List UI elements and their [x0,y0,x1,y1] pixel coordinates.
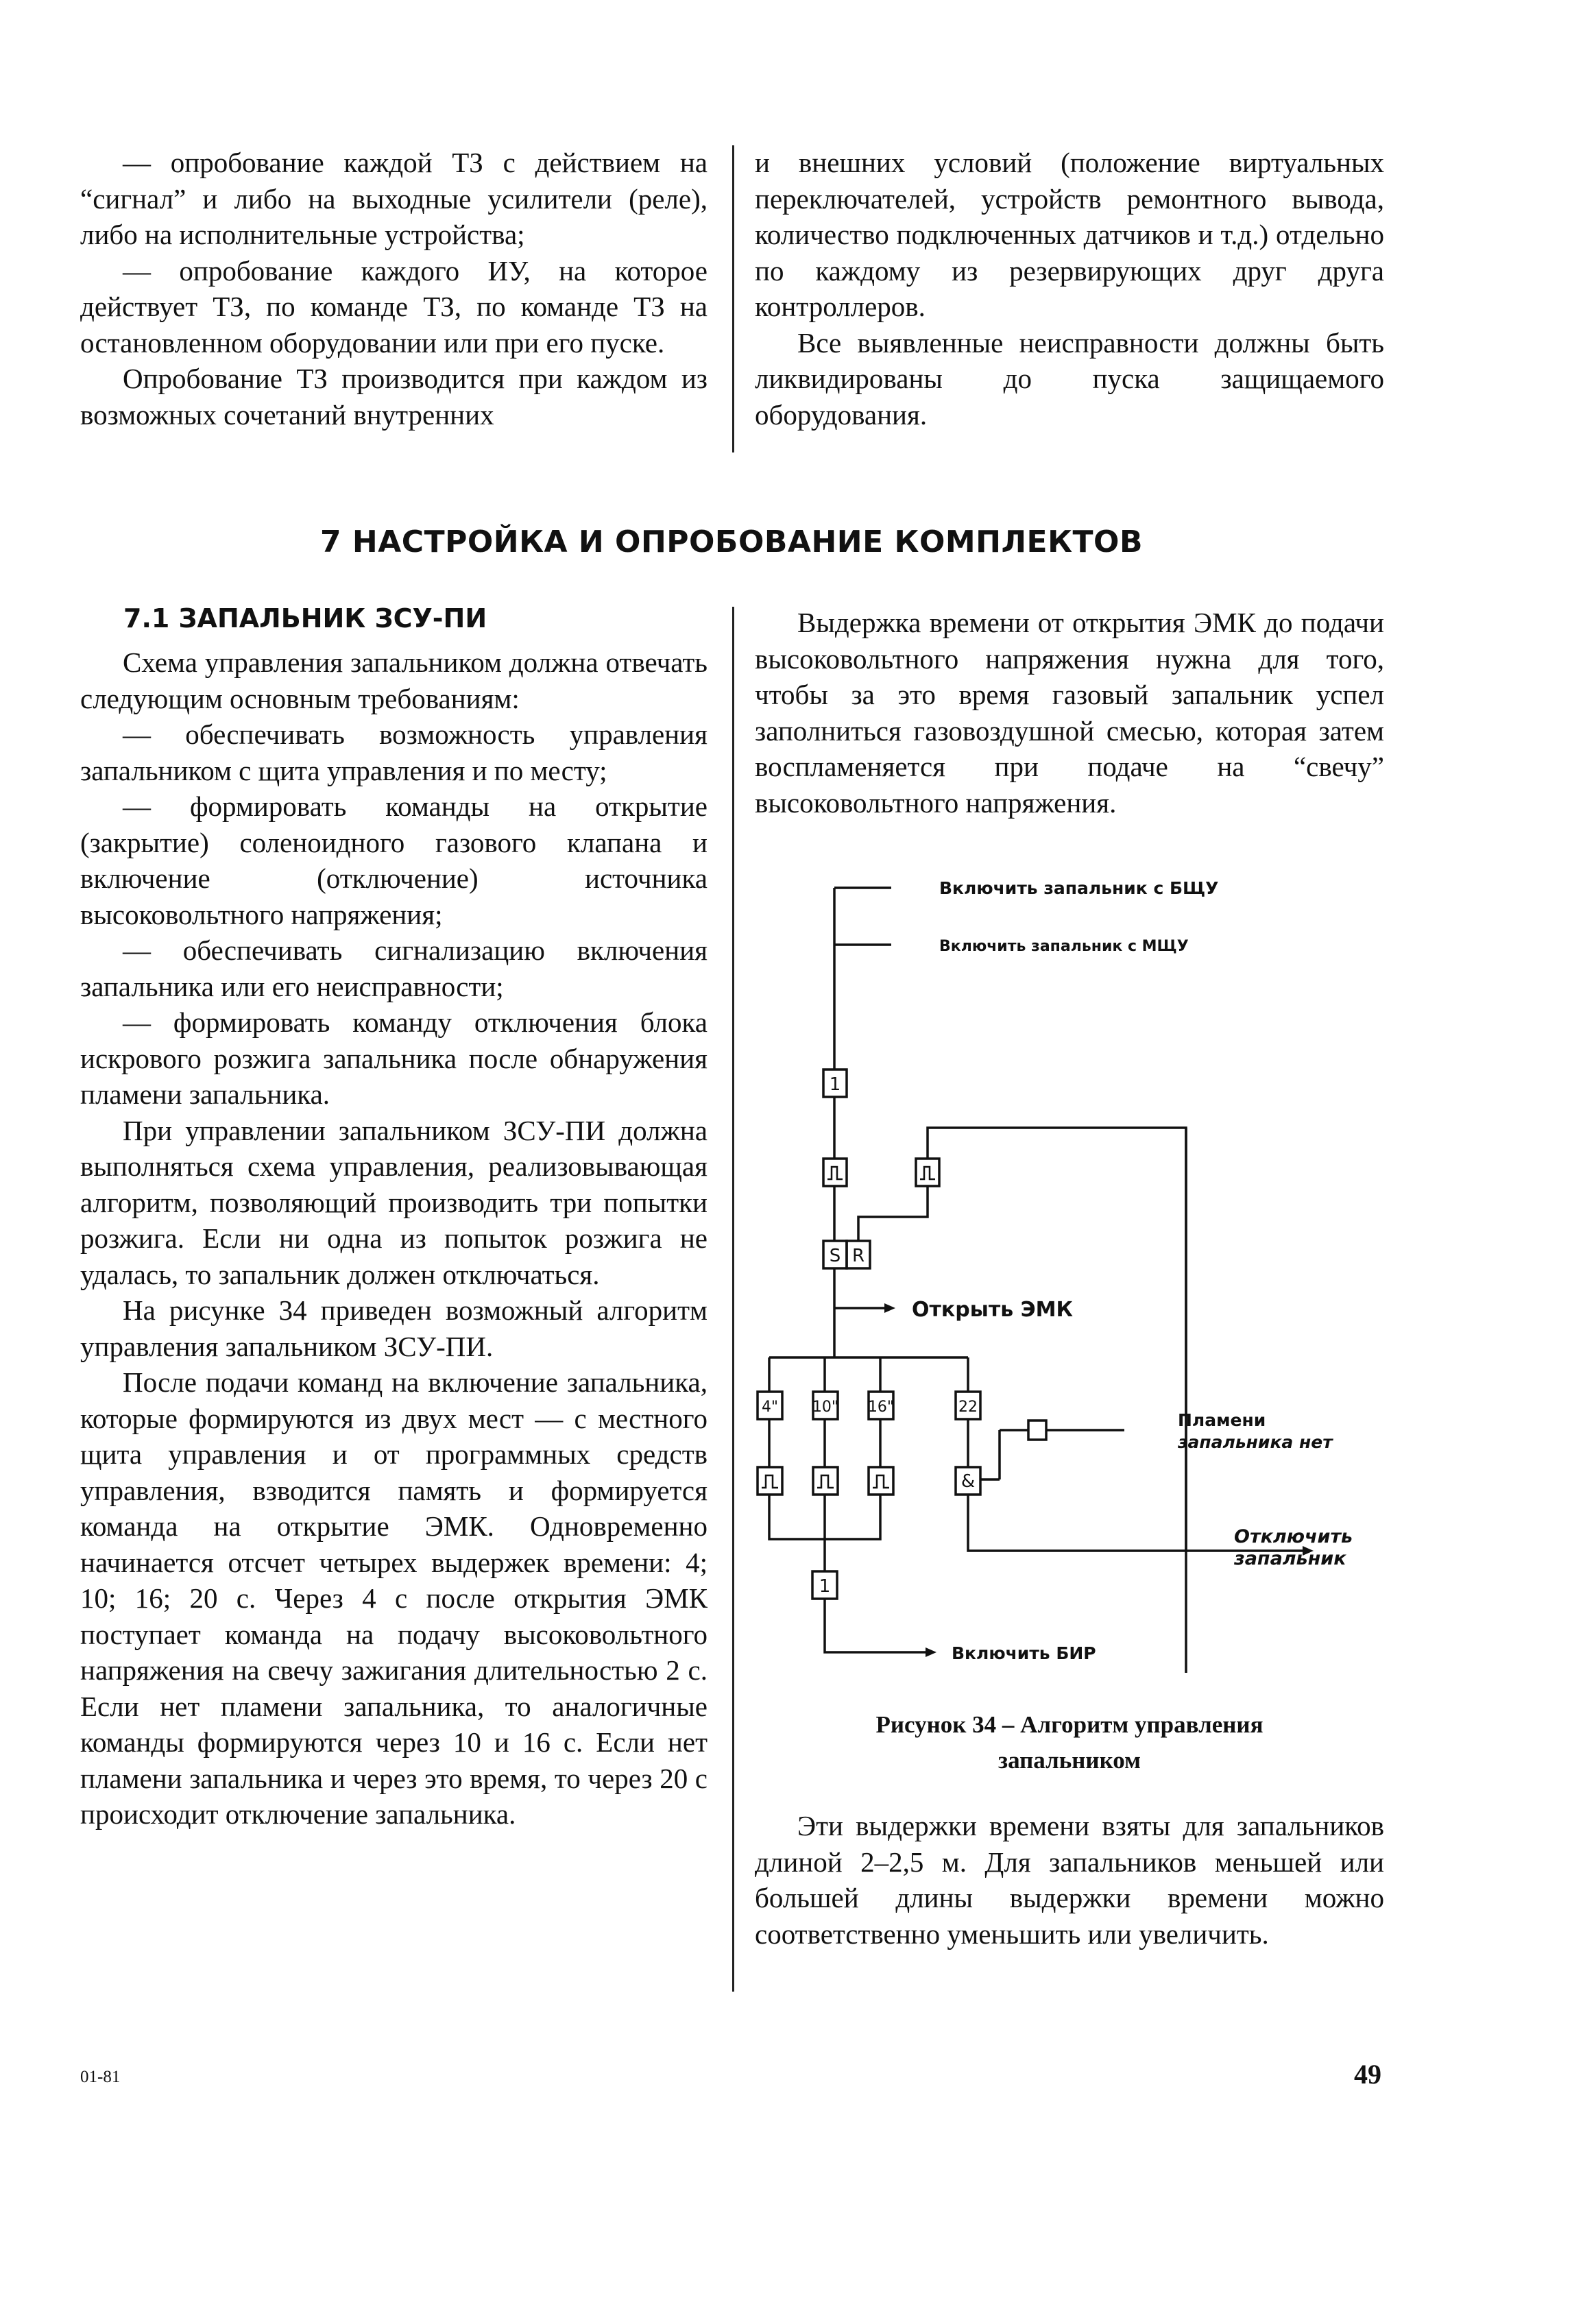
paragraph: Выдержка времени от открытия ЭМК до подачи высоковольтного напряжения нужна для того, чтобы за это время газовый запальник успел заполниться газовоздушной смесью, которая затем воспламеняется при подаче на “свечу” высоковольтного напряжения. [755,607,1384,819]
paragraph: — опробование каждой ТЗ с действием на “сигнал” и либо на выходные усилители (реле), либо на исполнительные устройства; [80,147,708,250]
flame-label-2: запальника нет [1178,1432,1333,1452]
column-divider [732,607,734,1992]
pulse-block [869,1467,893,1495]
flame-label-1: Пламени [1178,1410,1266,1430]
inverter-block [1028,1421,1046,1440]
figure-caption [755,1707,1384,1778]
paragraph: На рисунке 34 приведен возможный алгоритм управления запальником ЗСУ-ПИ. [80,1294,708,1362]
pulse-block [758,1467,782,1495]
paragraph: — обеспечивать возможность управления запальником с щита управления и по месту; [80,718,708,786]
subsection-title: 7.1 ЗАПАЛЬНИК ЗСУ-ПИ [123,603,487,633]
or-block-label: 1 [819,1576,831,1597]
off-label-2: запальник [1234,1548,1346,1569]
paragraph: — обеспечивать сигнализацию включения запальника или его неисправности; [80,934,708,1002]
timer-label: 22 [958,1399,978,1416]
and-label: & [960,1471,976,1492]
paragraph: Опробование ТЗ производится при каждом из возможных сочетаний внутренних [80,363,708,431]
top-right-column [755,145,1384,433]
timer-label: 4" [761,1399,779,1416]
paragraph: — формировать команды на открытие (закрытие) соленоидного газового клапана и включение (отключение) источника высоковольтного напряжения; [80,790,708,930]
section-title: 7 НАСТРОЙКА И ОПРОБОВАНИЕ КОМПЛЕКТОВ [319,524,1143,559]
paragraph: Схема управления запальником должна отвечать следующим основным требованиям: [80,647,708,714]
paragraph: — формировать команду отключения блока искрового розжига запальника после обнаружения пламени запальника. [80,1006,708,1110]
timer-label: 16" [867,1399,895,1416]
off-label-1: Отключить [1234,1526,1353,1547]
open-valve-label: Открыть ЭМК [912,1298,1074,1322]
caption-line: Рисунок 34 – Алгоритм управления [875,1711,1264,1738]
right-column-bottom [755,1808,1384,1952]
or-block-label: 1 [829,1074,841,1095]
s-label: S [829,1246,841,1266]
r-label: R [851,1246,865,1266]
page-number: 49 [1354,2059,1381,2090]
top-left-column [80,145,708,433]
input-label-mshu: Включить запальник с МЩУ [939,938,1189,955]
column-divider [732,145,734,452]
paragraph: — опробование каждого ИУ, на которое действует ТЗ, по команде ТЗ, по команде ТЗ на остановленном оборудовании или при его пуске. [80,254,708,359]
paragraph: При управлении запальником ЗСУ-ПИ должна выполняться схема управления, реализовывающая алгоритм, позволяющий производить три попытки розжига. Если ни одна из попыток розжига не удалась, то запальник должен отключаться. [80,1114,708,1290]
left-column [80,644,708,1833]
control-algorithm-diagram [754,864,1399,1673]
timer-label: 10" [812,1399,839,1416]
caption-line: запальником [998,1747,1141,1774]
input-label-bshu: Включить запальник с БЩУ [939,878,1219,898]
right-column [755,605,1384,821]
pulse-block [813,1467,838,1495]
pulse-block [823,1159,847,1186]
paragraph: Все выявленные неисправности должны быть ликвидированы до пуска защищаемого оборудования. [755,326,1384,431]
pulse-block [916,1159,939,1186]
paragraph: и внешних условий (положение виртуальных переключателей, устройств ремонтного вывода, количество подключенных датчиков и т.д.) отдельно по каждому из резервирующих друг друга контроллеров. [755,147,1384,322]
footer-code: 01-81 [80,2068,121,2086]
paragraph: После подачи команд на включение запальника, которые формируются из двух мест — с местного щита управления и от программных средств управления, взводится память и формируется команда на открытие ЭМК. Одновременно начинается отсчет четырех выдержек времени: 4; 10; 16; 20 с. Через 4 с после открытия ЭМК поступает команда на подачу высоковольтного напряжения на свечу зажигания длительностью 2 с. Если нет пламени запальника, то аналогичные команды формируются через 10 и 16 с. Если нет пламени запальника и через это время, то через 20 с происходит отключение запальника. [80,1366,708,1830]
bir-label: Включить БИР [952,1643,1096,1663]
paragraph: Эти выдержки времени взяты для запальников длиной 2–2,5 м. Для запальников меньшей или большей длины выдержки времени можно соответственно уменьшить или увеличить. [755,1810,1384,1950]
